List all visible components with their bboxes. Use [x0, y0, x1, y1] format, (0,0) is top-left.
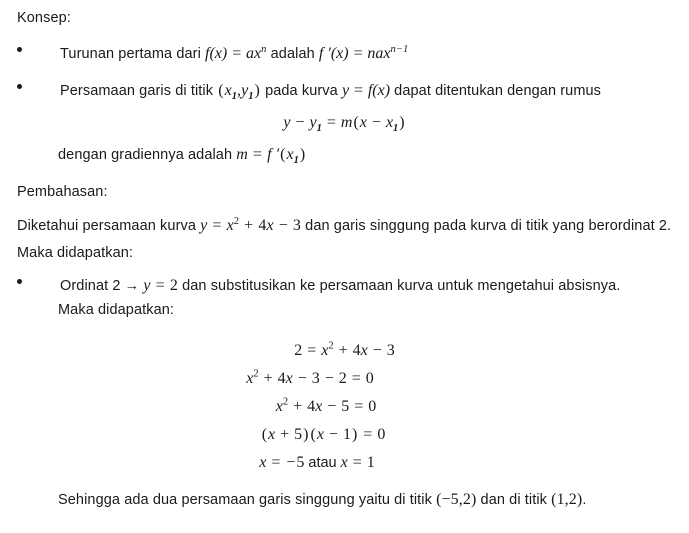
concept-2-prefix: Persamaan garis di titik [60, 83, 218, 99]
eq5-x1: x [259, 454, 267, 471]
eq4-c1: 5 [294, 426, 303, 443]
eq2-coef: 4 [277, 370, 286, 387]
problem-curve-plus: + [240, 217, 258, 234]
eq2-exp: 2 [253, 368, 259, 380]
eq4-p4: ) [351, 426, 358, 443]
problem-curve-equals: = [208, 217, 226, 234]
eq2-plus: + [259, 370, 277, 387]
concept-2-middle: pada kurva [260, 83, 342, 99]
formula-x: x [359, 114, 367, 131]
gradient-equals: = [248, 146, 267, 163]
eq3-equals: = [350, 398, 368, 415]
eq4-equals: = [359, 426, 377, 443]
eq5-v1: 5 [296, 454, 305, 471]
step-math-2: 2 [169, 277, 178, 294]
formula-equals: = [322, 114, 340, 131]
eq2-minus2: − [320, 370, 338, 387]
eq1-x: x [321, 342, 329, 359]
eq1-const: 3 [386, 342, 395, 359]
conclusion-text [58, 490, 586, 510]
eq3-const: 5 [341, 398, 350, 415]
eq3-x: x [275, 398, 283, 415]
eq2-minus1: − [293, 370, 311, 387]
equation-line-1 [0, 340, 689, 360]
eq4-p1: ( [261, 426, 268, 443]
conclusion-prefix: Sehingga ada dua persamaan garis singgung yaitu di titik [58, 492, 437, 508]
eq4-x1: x [268, 426, 276, 443]
step-math-y: y [143, 277, 151, 294]
step-ordinat-text [60, 272, 672, 300]
gradient-fprime: f ′ [267, 146, 280, 163]
equation-line-5 [0, 452, 634, 472]
formula-m: m [340, 114, 353, 131]
formula-paren-close: ) [399, 114, 405, 131]
problem-curve-exponent: 2 [233, 216, 240, 228]
list-item-concept-1 [17, 40, 672, 68]
concept-1-math-1: f(x) = ax [205, 45, 262, 62]
concept-2-comma: , [237, 82, 242, 99]
eq5-x2: x [340, 454, 348, 471]
problem-curve-4: 4 [258, 217, 267, 234]
eq5-v2: 1 [366, 454, 375, 471]
eq4-p2: ) [303, 426, 309, 443]
formula-minus: − [291, 114, 309, 131]
eq2-x: x [246, 370, 254, 387]
concept-2-suffix: dapat ditentukan dengan rumus [390, 83, 602, 99]
formula-y: y [283, 114, 291, 131]
gradient-explanation [58, 145, 306, 165]
equation-line-2 [0, 368, 620, 388]
eq5-eq2: = [348, 454, 366, 471]
formula-tangent-line [0, 112, 689, 135]
eq1-minus: − [368, 342, 386, 359]
formula-y1: $y_1$ [309, 114, 322, 135]
conclusion-point-2: (1,2) [551, 491, 583, 508]
eq2-const1: 3 [311, 370, 320, 387]
conclusion-middle: dan di titik [476, 492, 552, 508]
equation-line-3 [0, 396, 652, 416]
problem-curve-y: y [200, 217, 208, 234]
problem-curve-3: 3 [292, 217, 302, 234]
eq1-plus: + [334, 342, 352, 359]
concept-2-paren-open: ( [218, 82, 224, 99]
bullet-dot-icon [17, 279, 22, 284]
conclusion-suffix: . [582, 492, 587, 508]
problem-curve-x2: x [266, 217, 274, 234]
problem-suffix: dan garis singgung pada kurva di titik yang berordinat 2. Maka didapatkan: [17, 218, 672, 261]
eq4-x2: x [316, 426, 324, 443]
eq3-coef: 4 [307, 398, 316, 415]
eq5-atau: atau [304, 455, 341, 471]
eq2-x2: x [285, 370, 293, 387]
eq4-minus: − [324, 426, 342, 443]
concept-1-exponent-1: n [261, 44, 267, 56]
eq2-const2: 2 [338, 370, 347, 387]
list-item-step-ordinat [17, 272, 672, 300]
eq3-exp: 2 [282, 396, 289, 408]
eq1-coef: 4 [352, 342, 361, 359]
eq4-p3: ( [310, 426, 316, 443]
step-math-equals: = [151, 277, 169, 294]
concept-1-middle: adalah [266, 46, 319, 62]
eq3-rhs: 0 [368, 398, 377, 415]
step-prefix: Ordinat 2 → [60, 278, 144, 294]
concept-2-x1: $x_1$ [224, 82, 238, 103]
problem-curve-minus: − [274, 217, 292, 234]
formula-inner-minus: − [367, 114, 385, 131]
eq4-c2: 1 [342, 426, 351, 443]
eq1-equals: = [303, 342, 321, 359]
formula-x1: $x_1$ [385, 114, 399, 135]
concept-2-y1: $y_1$ [241, 82, 254, 103]
concept-1-math-2: f ′(x) = nax [318, 45, 391, 62]
concept-2-paren-close: ) [254, 82, 260, 99]
eq5-eq1: = [267, 454, 285, 471]
eq5-neg: − [286, 454, 296, 471]
bullet-dot-icon [17, 47, 22, 52]
gradient-paren-open: ( [280, 146, 286, 163]
eq2-equals: = [347, 370, 365, 387]
heading-konsep: Konsep: [17, 10, 71, 26]
eq1-x2: x [360, 342, 368, 359]
formula-paren-open: ( [353, 114, 359, 131]
gradient-paren-close: ) [299, 146, 306, 163]
eq4-plus: + [276, 426, 294, 443]
eq3-x2: x [315, 398, 323, 415]
step-suffix: dan substitusikan ke persamaan kurva untuk mengetahui absisnya. [177, 278, 621, 294]
gradient-m: m [236, 146, 248, 163]
eq1-lhs: 2 [294, 342, 303, 359]
eq4-rhs: 0 [377, 426, 386, 443]
list-item-concept-2 [17, 77, 672, 105]
maka-didapatkan-label: Maka didapatkan: [58, 302, 175, 318]
concept-2-text [60, 77, 672, 105]
problem-statement [17, 212, 672, 267]
concept-2-math-1: y = f(x) [341, 82, 391, 99]
concept-1-exponent-2: n−1 [390, 44, 409, 56]
concept-1-text [60, 40, 672, 68]
problem-curve-x: x [226, 217, 234, 234]
equation-line-4 [0, 424, 646, 444]
gradient-prefix: dengan gradiennya adalah [58, 147, 237, 163]
eq3-minus: − [323, 398, 341, 415]
conclusion-point-1: (−5,2) [436, 491, 477, 508]
eq2-rhs: 0 [365, 370, 374, 387]
bullet-dot-icon [17, 84, 22, 89]
gradient-x1: $x_1$ [286, 146, 299, 167]
concept-1-prefix: Turunan pertama dari [60, 46, 206, 62]
heading-pembahasan: Pembahasan: [17, 184, 108, 200]
eq3-plus: + [289, 398, 307, 415]
problem-prefix: Diketahui persamaan kurva [17, 218, 201, 234]
eq1-exp: 2 [328, 340, 334, 352]
